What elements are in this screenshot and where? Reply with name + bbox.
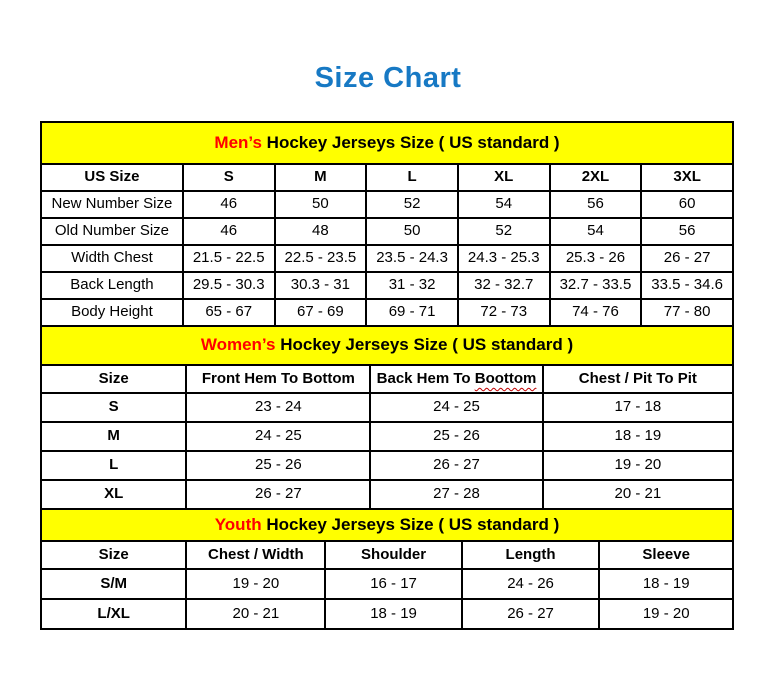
row-label: Old Number Size (41, 218, 183, 245)
youth-columns-row (41, 541, 733, 569)
table-row (41, 245, 733, 272)
size-value-cell: 19 - 20 (599, 599, 733, 629)
youth-column-header: Length (462, 541, 600, 569)
size-value-cell: 54 (550, 218, 642, 245)
youth-column-header: Chest / Width (186, 541, 325, 569)
size-value-cell: 18 - 19 (325, 599, 461, 629)
mens-table-body (41, 191, 733, 326)
size-value-cell: 30.3 - 31 (275, 272, 367, 299)
mens-size-table (40, 121, 734, 327)
youth-column-header: Shoulder (325, 541, 461, 569)
mens-column-header: US Size (41, 164, 183, 191)
size-value-cell: 26 - 27 (186, 480, 370, 509)
row-label: L (41, 451, 186, 480)
size-value-cell: 25 - 26 (186, 451, 370, 480)
size-value-cell: 32 - 32.7 (458, 272, 550, 299)
mens-section-accent: Men’s (214, 132, 262, 152)
table-row (41, 191, 733, 218)
womens-columns-row (41, 365, 733, 393)
youth-column-header: Sleeve (599, 541, 733, 569)
table-row (41, 393, 733, 422)
table-row (41, 272, 733, 299)
size-value-cell: 21.5 - 22.5 (183, 245, 275, 272)
size-value-cell: 29.5 - 30.3 (183, 272, 275, 299)
mens-column-header: S (183, 164, 275, 191)
womens-section-accent: Women’s (200, 335, 276, 355)
row-label: New Number Size (41, 191, 183, 218)
size-tables (40, 121, 734, 630)
size-value-cell: 19 - 20 (186, 569, 325, 599)
youth-section-header-row (41, 509, 733, 541)
size-value-cell: 17 - 18 (543, 393, 733, 422)
mens-column-header: 3XL (641, 164, 733, 191)
size-value-cell: 74 - 76 (550, 299, 642, 326)
mens-section-header-row (41, 122, 733, 164)
size-value-cell: 56 (550, 191, 642, 218)
table-row (41, 299, 733, 326)
size-value-cell: 19 - 20 (543, 451, 733, 480)
size-value-cell: 23 - 24 (186, 393, 370, 422)
size-value-cell: 52 (458, 218, 550, 245)
womens-column-header: Front Hem To Bottom (186, 365, 370, 393)
womens-section-header (41, 326, 733, 365)
misspelled-word: Boottom (474, 369, 537, 387)
size-value-cell: 67 - 69 (275, 299, 367, 326)
row-label: S/M (41, 569, 186, 599)
page-title: Size Chart (314, 62, 462, 94)
size-value-cell: 54 (458, 191, 550, 218)
size-value-cell: 18 - 19 (543, 422, 733, 451)
size-value-cell: 16 - 17 (325, 569, 461, 599)
table-row (41, 422, 733, 451)
size-value-cell: 46 (183, 191, 275, 218)
size-value-cell: 27 - 28 (370, 480, 542, 509)
size-value-cell: 18 - 19 (599, 569, 733, 599)
womens-column-header: Size (41, 365, 186, 393)
womens-column-header (370, 365, 542, 393)
youth-section-title: Hockey Jerseys Size ( US standard ) (261, 514, 560, 534)
table-row (41, 569, 733, 599)
size-value-cell: 23.5 - 24.3 (366, 245, 458, 272)
womens-section-title: Hockey Jerseys Size ( US standard ) (275, 335, 574, 355)
table-row (41, 451, 733, 480)
size-value-cell: 56 (641, 218, 733, 245)
size-value-cell: 33.5 - 34.6 (641, 272, 733, 299)
row-label: M (41, 422, 186, 451)
size-value-cell: 24 - 25 (186, 422, 370, 451)
size-value-cell: 20 - 21 (543, 480, 733, 509)
row-label: Body Height (41, 299, 183, 326)
size-value-cell: 60 (641, 191, 733, 218)
youth-section-accent: Youth (214, 514, 262, 534)
size-value-cell: 65 - 67 (183, 299, 275, 326)
mens-columns-row (41, 164, 733, 191)
youth-section-header (41, 509, 733, 541)
youth-table-body (41, 569, 733, 629)
size-value-cell: 24 - 25 (370, 393, 542, 422)
size-value-cell: 32.7 - 33.5 (550, 272, 642, 299)
column-header-text: Back Hem To (376, 369, 475, 387)
row-label: Width Chest (41, 245, 183, 272)
size-value-cell: 72 - 73 (458, 299, 550, 326)
size-value-cell: 22.5 - 23.5 (275, 245, 367, 272)
size-value-cell: 25 - 26 (370, 422, 542, 451)
womens-size-table (40, 325, 734, 510)
table-row (41, 218, 733, 245)
size-value-cell: 50 (275, 191, 367, 218)
womens-column-header: Chest / Pit To Pit (543, 365, 733, 393)
size-value-cell: 52 (366, 191, 458, 218)
row-label: S (41, 393, 186, 422)
size-value-cell: 31 - 32 (366, 272, 458, 299)
size-value-cell: 24 - 26 (462, 569, 600, 599)
size-value-cell: 46 (183, 218, 275, 245)
womens-section-header-row (41, 326, 733, 365)
size-value-cell: 25.3 - 26 (550, 245, 642, 272)
size-value-cell: 20 - 21 (186, 599, 325, 629)
youth-size-table (40, 508, 734, 630)
size-value-cell: 24.3 - 25.3 (458, 245, 550, 272)
size-value-cell: 69 - 71 (366, 299, 458, 326)
row-label: Back Length (41, 272, 183, 299)
youth-column-header: Size (41, 541, 186, 569)
size-value-cell: 77 - 80 (641, 299, 733, 326)
mens-column-header: M (275, 164, 367, 191)
size-value-cell: 50 (366, 218, 458, 245)
table-row (41, 599, 733, 629)
table-row (41, 480, 733, 509)
size-value-cell: 26 - 27 (462, 599, 600, 629)
womens-table-body (41, 393, 733, 509)
row-label: L/XL (41, 599, 186, 629)
size-value-cell: 26 - 27 (370, 451, 542, 480)
mens-column-header: 2XL (550, 164, 642, 191)
mens-column-header: XL (458, 164, 550, 191)
mens-section-title: Hockey Jerseys Size ( US standard ) (261, 132, 560, 152)
size-value-cell: 26 - 27 (641, 245, 733, 272)
size-value-cell: 48 (275, 218, 367, 245)
mens-column-header: L (366, 164, 458, 191)
mens-section-header (41, 122, 733, 164)
row-label: XL (41, 480, 186, 509)
